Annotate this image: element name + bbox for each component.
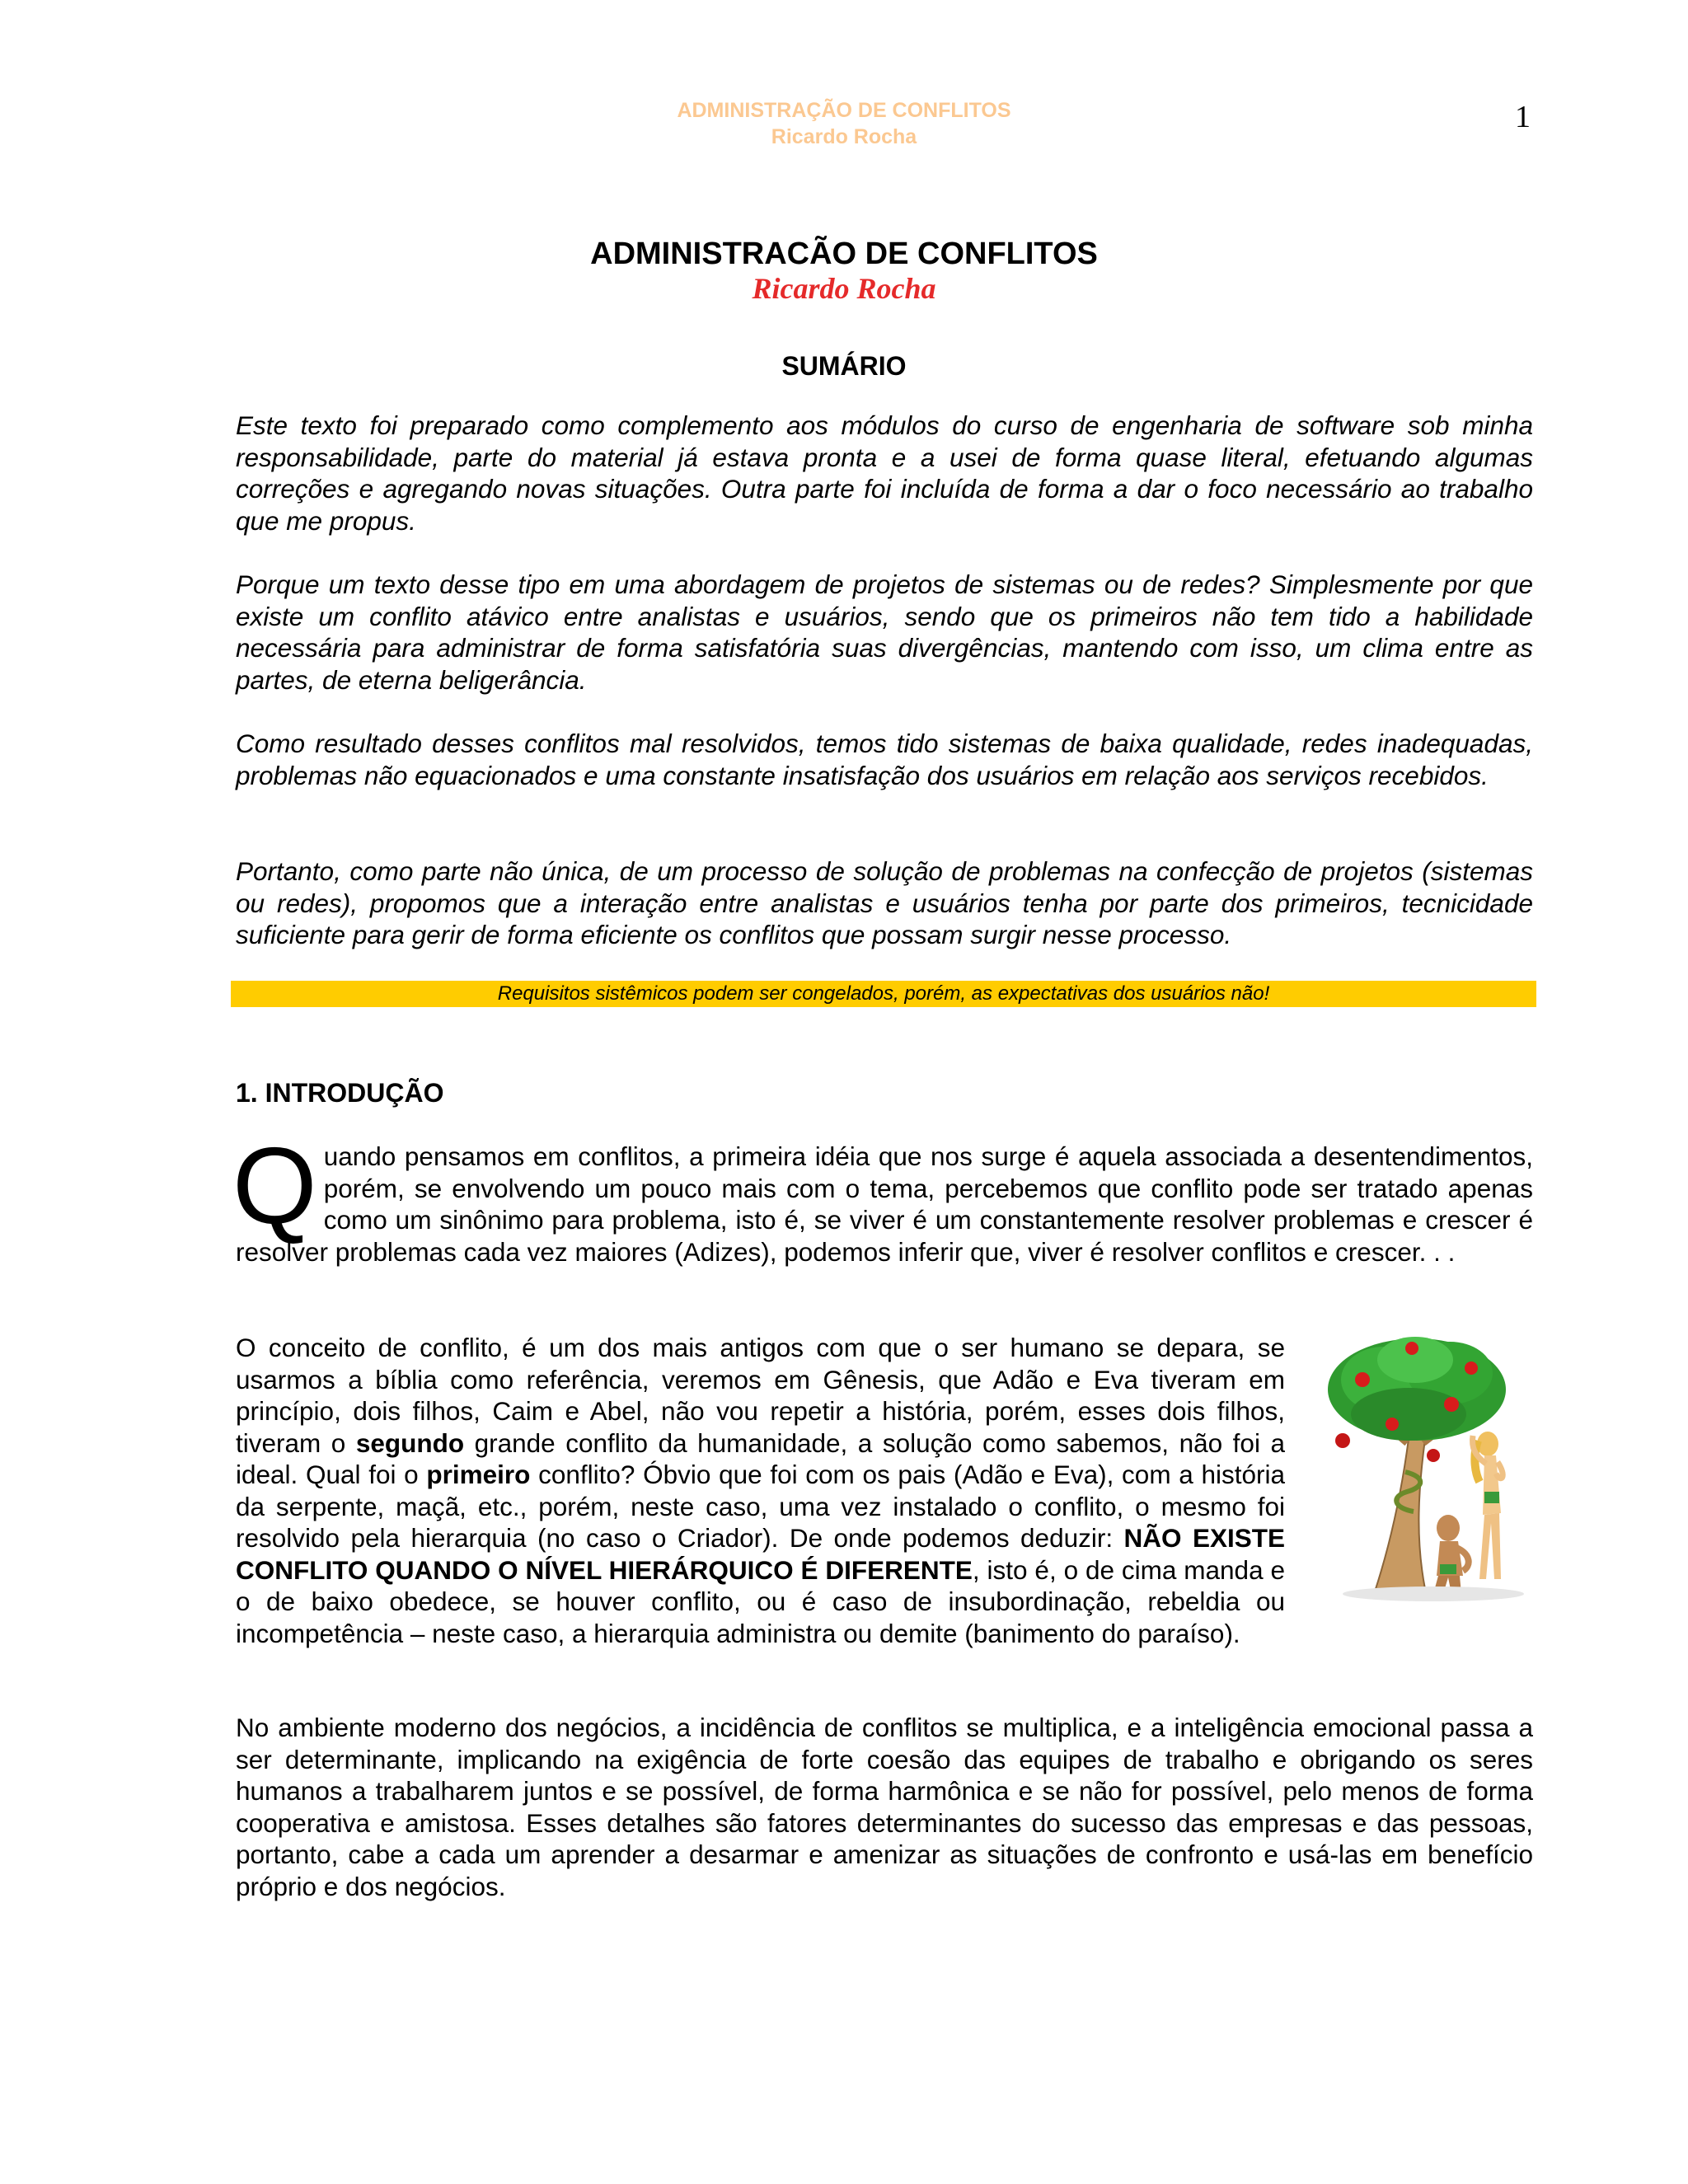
summary-paragraph-4: Portanto, como parte não única, de um processo de solução de problemas na confecção de projetos (sistemas ou redes), propomos que a interação entre analistas e usuários tenha por parte dos primeiros, tecnicidade suficiente para gerir de forma eficiente os conflitos que possam surgir nesse processo. [236, 856, 1533, 949]
summary-paragraph-3: Como resultado desses conflitos mal resolvidos, temos tido sistemas de baixa qualidade, redes inadequadas, problemas não equacionados e uma constante insatisfação dos usuários em relação aos serviços recebidos. [236, 729, 1533, 790]
emphasis-segundo: segundo [355, 1427, 465, 1458]
page-number: 1 [1515, 100, 1531, 134]
document-title: ADMINISTRACÃO DE CONFLITOS [590, 237, 1098, 271]
emphasis-primeiro: primeiro [426, 1460, 531, 1489]
running-header-author: Ricardo Rocha [771, 125, 917, 148]
intro-paragraph-3: No ambiente moderno dos negócios, a incidência de conflitos se multiplica, e a inteligência emocional passa a ser determinante, implicando na exigência de forte coesão das equipes de trabalho e obrigando os seres humanos a trabalharem juntos e se possível, de forma harmônica e se não for possível, pelo menos de forma cooperativa e amistosa. Esses detalhes são fatores determinantes do sucesso das empresas e das pessoas, portanto, cabe a cada um aprender a desarmar e amenizar as situações de confronto e usá-las em benefício próprio e dos negócios. [236, 1713, 1533, 1901]
running-header-title: ADMINISTRAÇÃO DE CONFLITOS [677, 99, 1011, 122]
drop-cap: Q [232, 1125, 317, 1246]
intro-paragraph-2: O conceito de conflito, é um dos mais antigos com que o ser humano se depara, se usarmos a bíblia como referência, veremos em Gênesis, que Adão e Eva tiveram em princípio, dois filhos, Caim e Abel, não vou repetir a história, porém, esses dois filhos, tiveram o segundo grande conflito da humanidade, a solução como sabemos, não foi a ideal. Qual foi o primeiro conflito? Óbvio que foi com os pais (Adão e Eva), com a história da serpente, maçã, etc., porém, neste caso, uma vez instalado o conflito, o mesmo foi resolvido pela hierarquia (no caso o Criador). De onde podemos deduzir: NÃO EXISTE CONFLITO QUANDO O NÍVEL HIERÁRQUICO É DIFERENTE, isto é, o de cima manda e o de baixo obedece, se houver conflito, ou é caso de insubordinação, rebeldia ou incompetência – neste caso, a hierarquia administra ou demite (banimento do paraíso). [236, 1332, 1533, 1649]
summary-paragraph-2: Porque um texto desse tipo em uma abordagem de projetos de sistemas ou de redes? Simplesmente por que existe um conflito atávico entre analistas e usuários, sendo que os primeiros não tem tido a habilidade necessária para administrar de forma satisfatória suas divergências, mantendo com isso, um clima entre as partes, de eterna beligerância. [236, 569, 1533, 695]
section-heading-introduction: 1. INTRODUÇÃO [236, 1078, 444, 1108]
intro-paragraph-1-text: uando pensamos em conflitos, a primeira idéia que nos surge é aquela associada a desentendimentos, porém, se envolvendo um pouco mais com o tema, percebemos que conflito pode ser tratado apenas como um sinônimo para problema, isto é, se viver é um constantemente resolver problemas e crescer é resolver problemas cada vez maiores (Adizes), podemos inferir que, viver é resolver conflitos e crescer. . . [236, 1141, 1533, 1267]
summary-heading: SUMÁRIO [781, 351, 907, 381]
summary-paragraph-1: Este texto foi preparado como complemento aos módulos do curso de engenharia de software sob minha responsabilidade, parte do material já estava pronta e a usei de forma quase literal, efetuando algumas correções e agregando novas situações. Outra parte foi incluída de forma a dar o foco necessário ao trabalho que me propus. [236, 410, 1533, 536]
highlight-quote: Requisitos sistêmicos podem ser congelados, porém, as expectativas dos usuários não! [231, 981, 1536, 1007]
intro-paragraph-1 [232, 1125, 1533, 1268]
running-header [0, 97, 1688, 150]
emphasis-nao-existe-conflito: NÃO EXISTE CONFLITO QUANDO O NÍVEL HIERÁRQUICO É DIFERENTE [236, 1523, 1285, 1585]
apple-tree-adam-eve-icon [1310, 1332, 1540, 1604]
document-author: Ricardo Rocha [752, 272, 936, 305]
